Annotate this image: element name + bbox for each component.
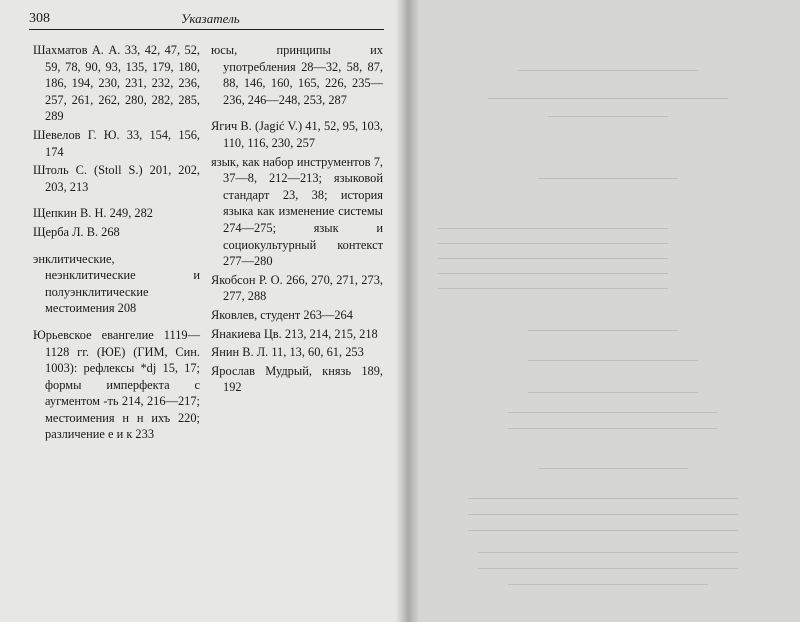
bleed-through-mark [508,584,708,585]
index-entry: Щепкин В. Н. 249, 282 [33,206,153,221]
index-entry: Янакиева Цв. 213, 214, 215, 218 [211,326,378,341]
section-gap [211,110,383,118]
bleed-through-mark [468,530,738,531]
index-column-right [211,42,383,398]
bleed-through-mark [478,552,738,553]
index-entry: Штоль С. (Stoll S.) 201, 202, 203, 213 [33,163,200,194]
bleed-through-mark [488,98,728,99]
bleed-through-mark [468,498,738,499]
bleed-through-mark [548,116,668,117]
index-entry: энклитические, неэнклитические и полуэнклитические местоимения 208 [33,251,200,316]
bleed-through-mark [518,70,698,71]
bleed-through-mark [438,273,668,274]
bleed-through-mark [478,568,738,569]
bleed-through-mark [438,228,668,229]
index-entry: юсы, принципы их употребления 28—32, 58, 87, 88, 146, 160, 165, 226, 235—236, 246—248, 253, 287 [211,43,383,107]
page-number: 308 [29,11,50,26]
index-entry: Якобсон Р. О. 266, 270, 271, 273, 277, 288 [211,272,383,304]
index-entry: Яковлев, студент 263—264 [211,307,353,322]
bleed-through-mark [528,392,698,393]
bleed-through-mark [438,258,668,259]
section-gap [33,197,200,205]
bleed-through-mark [438,243,668,244]
bleed-through-mark [538,178,678,179]
running-title: Указатель [181,11,240,26]
section-gap [33,243,200,251]
index-entry: Янин В. Л. 11, 13, 60, 61, 253 [211,345,364,360]
bleed-through-mark [508,428,718,429]
bleed-through-mark [508,412,718,413]
bleed-through-mark [468,514,738,515]
index-entry: Ярослав Мудрый, князь 189, 192 [211,363,383,395]
section-gap [33,319,200,327]
book-gutter [396,0,418,622]
right-page-blank-with-bleed-through [418,0,800,622]
running-head [29,11,384,30]
index-entry: Ягич В. (Jagić V.) 41, 52, 95, 103, 110, 116, 230, 257 [211,119,383,150]
index-entry: Шевелов Г. Ю. 33, 154, 156, 174 [33,127,200,159]
index-entry: Юрьевское евангелие 1119—1128 гг. (ЮЕ) (ГИМ, Син. 1003): рефлексы *dj 15, 17; формы имперфекта с аугментом -ть 214, 216—217; местоимения н н ихъ 220; различение е и к 233 [33,327,200,442]
bleed-through-mark [438,288,668,289]
bleed-through-mark [538,468,688,469]
index-entry: язык, как набор инструментов 7, 37—8, 212—213; языковой стандарт 23, 38; история языка как изменение системы 274—275; язык и социокультурный контекст 277—280 [211,154,383,269]
bleed-through-mark [528,360,698,361]
index-column-left [33,42,200,445]
bleed-through-mark [528,330,678,331]
index-entry: Шахматов А. А. 33, 42, 47, 52, 59, 78, 90, 93, 135, 179, 180, 186, 194, 230, 231, 232, 236, 257, 261, 262, 280, 282, 285, 289 [33,43,200,124]
index-entry: Щерба Л. В. 268 [33,224,120,239]
